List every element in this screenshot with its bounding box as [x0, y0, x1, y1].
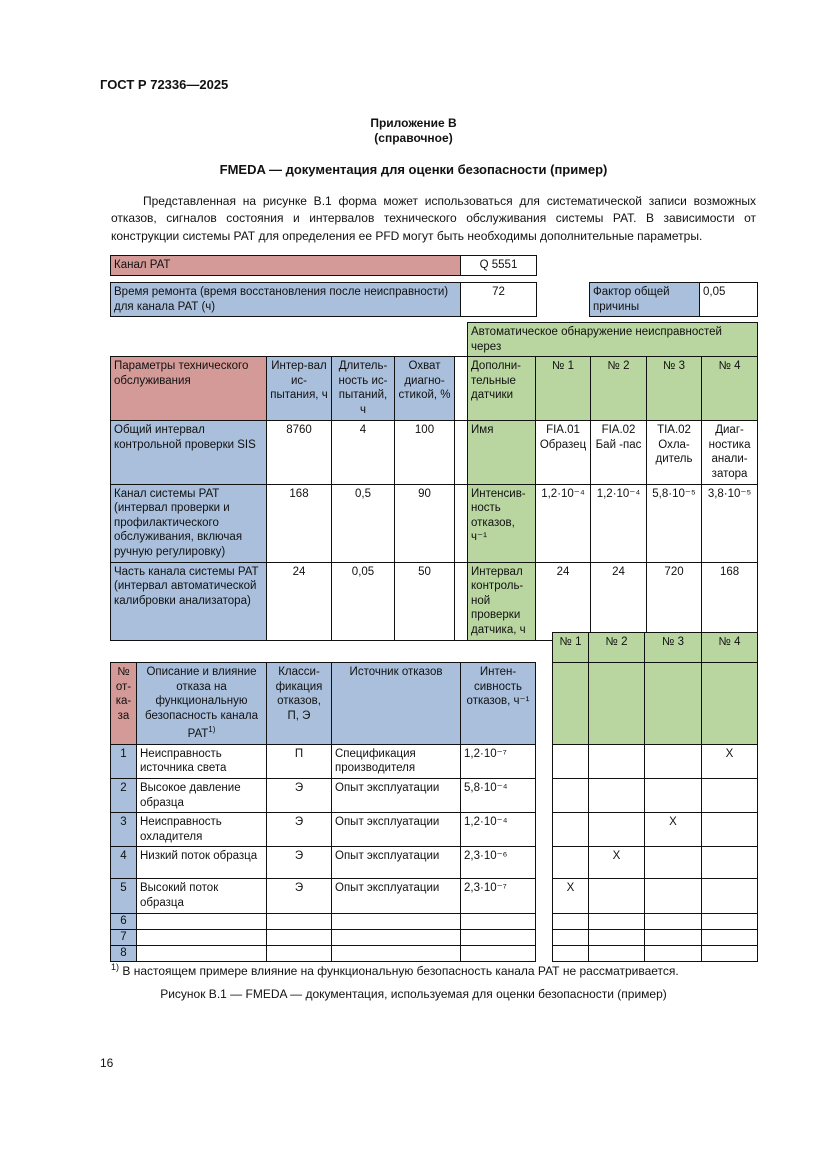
failure-desc [137, 929, 267, 945]
failure-row [111, 778, 758, 812]
failure-desc [137, 913, 267, 929]
row-sensor-4: Диаг-ностика анали-затора [702, 421, 758, 484]
failure-mark-1 [553, 913, 589, 929]
page-number: 16 [100, 1056, 114, 1070]
failure-mark-2 [589, 945, 645, 961]
failure-sensor-col-3: № 3 [645, 633, 702, 663]
footnote: $^{1)}$ В настоящем примере влияние на функциональную безопасность канала РАТ не рассматривается. [111, 962, 679, 978]
channel-label: Канал РАТ [111, 256, 461, 276]
row-sensor-2: 1,2·10⁻⁴ [591, 484, 647, 562]
row-sensor-2: FIA.02 Бай -пас [591, 421, 647, 484]
failure-desc: Низкий поток образца [137, 847, 267, 879]
row-sensor-4: 168 [702, 562, 758, 640]
failure-mark-1: X [553, 879, 589, 913]
row-param: Интервал контроль-ной проверки датчика, ч [468, 562, 536, 640]
failure-mark-4 [702, 879, 758, 913]
failure-source: Спецификация производителя [332, 744, 461, 778]
failure-rate: 2,3·10⁻⁷ [461, 879, 536, 913]
maintenance-row [111, 562, 758, 640]
failure-sensor-col-1: № 1 [553, 633, 589, 663]
failure-mark-3 [645, 879, 702, 913]
sensor-col-4: № 4 [702, 357, 758, 421]
col-no-header: № от-ка-за [111, 663, 137, 745]
failure-mark-1 [553, 744, 589, 778]
factor-value: 0,05 [700, 283, 758, 317]
row-sensor-1: FIA.01 Образец [536, 421, 591, 484]
coverage-header: Охват диагно-стикой, % [395, 357, 455, 421]
failure-row [111, 929, 758, 945]
failure-desc: Высокий поток образца [137, 879, 267, 913]
failure-class [267, 929, 332, 945]
failure-mark-2 [589, 929, 645, 945]
failure-source: Опыт эксплуатации [332, 879, 461, 913]
row-sensor-3: 720 [647, 562, 702, 640]
failure-mark-3 [645, 778, 702, 812]
failure-mark-4 [702, 929, 758, 945]
failure-source: Опыт эксплуатации [332, 778, 461, 812]
section-title: FMEDA — документация для оценки безопасности (пример) [219, 162, 608, 177]
failure-sensor-col-2: № 2 [589, 633, 645, 663]
failure-source [332, 929, 461, 945]
failure-rate [461, 945, 536, 961]
failure-class: Э [267, 847, 332, 879]
duration-header: Длитель-ность ис-пытаний, ч [332, 357, 395, 421]
failure-source [332, 913, 461, 929]
row-coverage: 100 [395, 421, 455, 484]
failure-mark-4: X [702, 744, 758, 778]
failure-mark-3 [645, 929, 702, 945]
row-sensor-3: 5,8·10⁻⁵ [647, 484, 702, 562]
failure-class [267, 913, 332, 929]
col-desc-header: Описание и влияние отказа на функциональную безопасность канала РАТ$^{1)}$ [137, 663, 267, 745]
failure-class: Э [267, 778, 332, 812]
failure-mark-2: X [589, 847, 645, 879]
sensor-col-2: № 2 [591, 357, 647, 421]
failure-mark-3 [645, 744, 702, 778]
failure-rate: 5,8·10⁻⁴ [461, 778, 536, 812]
failure-class: П [267, 744, 332, 778]
channel-table [110, 255, 537, 276]
failure-source [332, 945, 461, 961]
failure-mark-3: X [645, 813, 702, 847]
row-sensor-3: TIA.02 Охла-дитель [647, 421, 702, 484]
row-sensor-2: 24 [591, 562, 647, 640]
row-interval: 24 [267, 562, 332, 640]
failure-mark-4 [702, 778, 758, 812]
failure-source: Опыт эксплуатации [332, 813, 461, 847]
failure-no: 4 [111, 847, 137, 879]
failure-mark-2 [589, 778, 645, 812]
sensor-col-1: № 1 [536, 357, 591, 421]
failure-rate: 2,3·10⁻⁶ [461, 847, 536, 879]
failure-row [111, 879, 758, 913]
interval-header: Интер-вал ис-пытания, ч [267, 357, 332, 421]
auto-detect-header: Автоматическое обнаружение неисправностей через [468, 323, 758, 357]
maintenance-table [110, 322, 758, 641]
failure-mark-4 [702, 813, 758, 847]
failure-sensor-header [552, 632, 758, 663]
failure-no: 8 [111, 945, 137, 961]
failure-mark-3 [645, 913, 702, 929]
failure-no: 7 [111, 929, 137, 945]
failure-class: Э [267, 879, 332, 913]
row-name: Общий интервал контрольной проверки SIS [111, 421, 267, 484]
row-param: Интенсив-ность отказов, ч⁻¹ [468, 484, 536, 562]
col-class-header: Класси-фикация отказов, П, Э [267, 663, 332, 745]
appendix-title: Приложение В [370, 116, 457, 130]
row-param: Имя [468, 421, 536, 484]
failure-mark-1 [553, 778, 589, 812]
row-duration: 0,05 [332, 562, 395, 640]
failure-mark-1 [553, 945, 589, 961]
col-source-header: Источник отказов [332, 663, 461, 745]
row-coverage: 50 [395, 562, 455, 640]
failure-rate [461, 929, 536, 945]
failure-sensor-col-4: № 4 [702, 633, 758, 663]
repair-table [110, 282, 537, 317]
appendix-note: (справочное) [374, 131, 453, 145]
failure-desc: Высокое давление образца [137, 778, 267, 812]
row-interval: 168 [267, 484, 332, 562]
document-header: ГОСТ Р 72336—2025 [100, 77, 229, 92]
row-interval: 8760 [267, 421, 332, 484]
sensors-header: Дополни-тельные датчики [468, 357, 536, 421]
failure-class [267, 945, 332, 961]
failure-mark-1 [553, 813, 589, 847]
failure-mark-2 [589, 913, 645, 929]
repair-value: 72 [461, 283, 537, 317]
separator-cell [455, 357, 468, 421]
failure-no: 6 [111, 913, 137, 929]
failure-mark-3 [645, 847, 702, 879]
failure-desc: Неисправность охладителя [137, 813, 267, 847]
failure-row [111, 813, 758, 847]
row-sensor-1: 1,2·10⁻⁴ [536, 484, 591, 562]
row-duration: 0,5 [332, 484, 395, 562]
failure-rate [461, 913, 536, 929]
failure-no: 5 [111, 879, 137, 913]
figure-caption: Рисунок В.1 — FMEDA — документация, используемая для оценки безопасности (пример) [160, 987, 667, 1001]
maintenance-row [111, 484, 758, 562]
params-header: Параметры технического обслуживания [111, 357, 267, 421]
row-duration: 4 [332, 421, 395, 484]
failure-row [111, 847, 758, 879]
failure-class: Э [267, 813, 332, 847]
failure-desc [137, 945, 267, 961]
failure-no: 1 [111, 744, 137, 778]
row-coverage: 90 [395, 484, 455, 562]
factor-table [589, 282, 758, 317]
failure-source: Опыт эксплуатации [332, 847, 461, 879]
failure-mark-1 [553, 847, 589, 879]
failure-row [111, 945, 758, 961]
failure-row [111, 744, 758, 778]
failure-mark-3 [645, 945, 702, 961]
factor-label: Фактор общей причины [590, 283, 700, 317]
intro-paragraph [111, 193, 756, 245]
failure-mark-2 [589, 813, 645, 847]
failure-mark-4 [702, 945, 758, 961]
failure-rate: 1,2·10⁻⁷ [461, 744, 536, 778]
maintenance-row [111, 421, 758, 484]
channel-value: Q 5551 [461, 256, 537, 276]
failure-no: 2 [111, 778, 137, 812]
failure-desc: Неисправность источника света [137, 744, 267, 778]
failure-mark-4 [702, 913, 758, 929]
row-name: Канал системы РАТ (интервал проверки и профилактического обслуживания, включая ручную регулировку) [111, 484, 267, 562]
failure-rate: 1,2·10⁻⁴ [461, 813, 536, 847]
intro-text: Представленная на рисунке В.1 форма может использоваться для систематической записи возможных отказов, сигналов состояния и интервалов технического обслуживания системы РАТ. В зависимости от конструкции системы РАТ для определения ее PFD могут быть необходимы дополнительные параметры. [111, 194, 756, 243]
row-sensor-1: 24 [536, 562, 591, 640]
sensor-col-3: № 3 [647, 357, 702, 421]
failure-no: 3 [111, 813, 137, 847]
col-rate-header: Интен-сивность отказов, ч⁻¹ [461, 663, 536, 745]
failure-table [110, 662, 758, 962]
failure-mark-4 [702, 847, 758, 879]
failure-mark-2 [589, 744, 645, 778]
failure-mark-2 [589, 879, 645, 913]
repair-label: Время ремонта (время восстановления после неисправности) для канала РАТ (ч) [111, 283, 461, 317]
failure-mark-1 [553, 929, 589, 945]
failure-row [111, 913, 758, 929]
row-sensor-4: 3,8·10⁻⁵ [702, 484, 758, 562]
row-name: Часть канала системы РАТ (интервал автоматической калибровки анализатора) [111, 562, 267, 640]
